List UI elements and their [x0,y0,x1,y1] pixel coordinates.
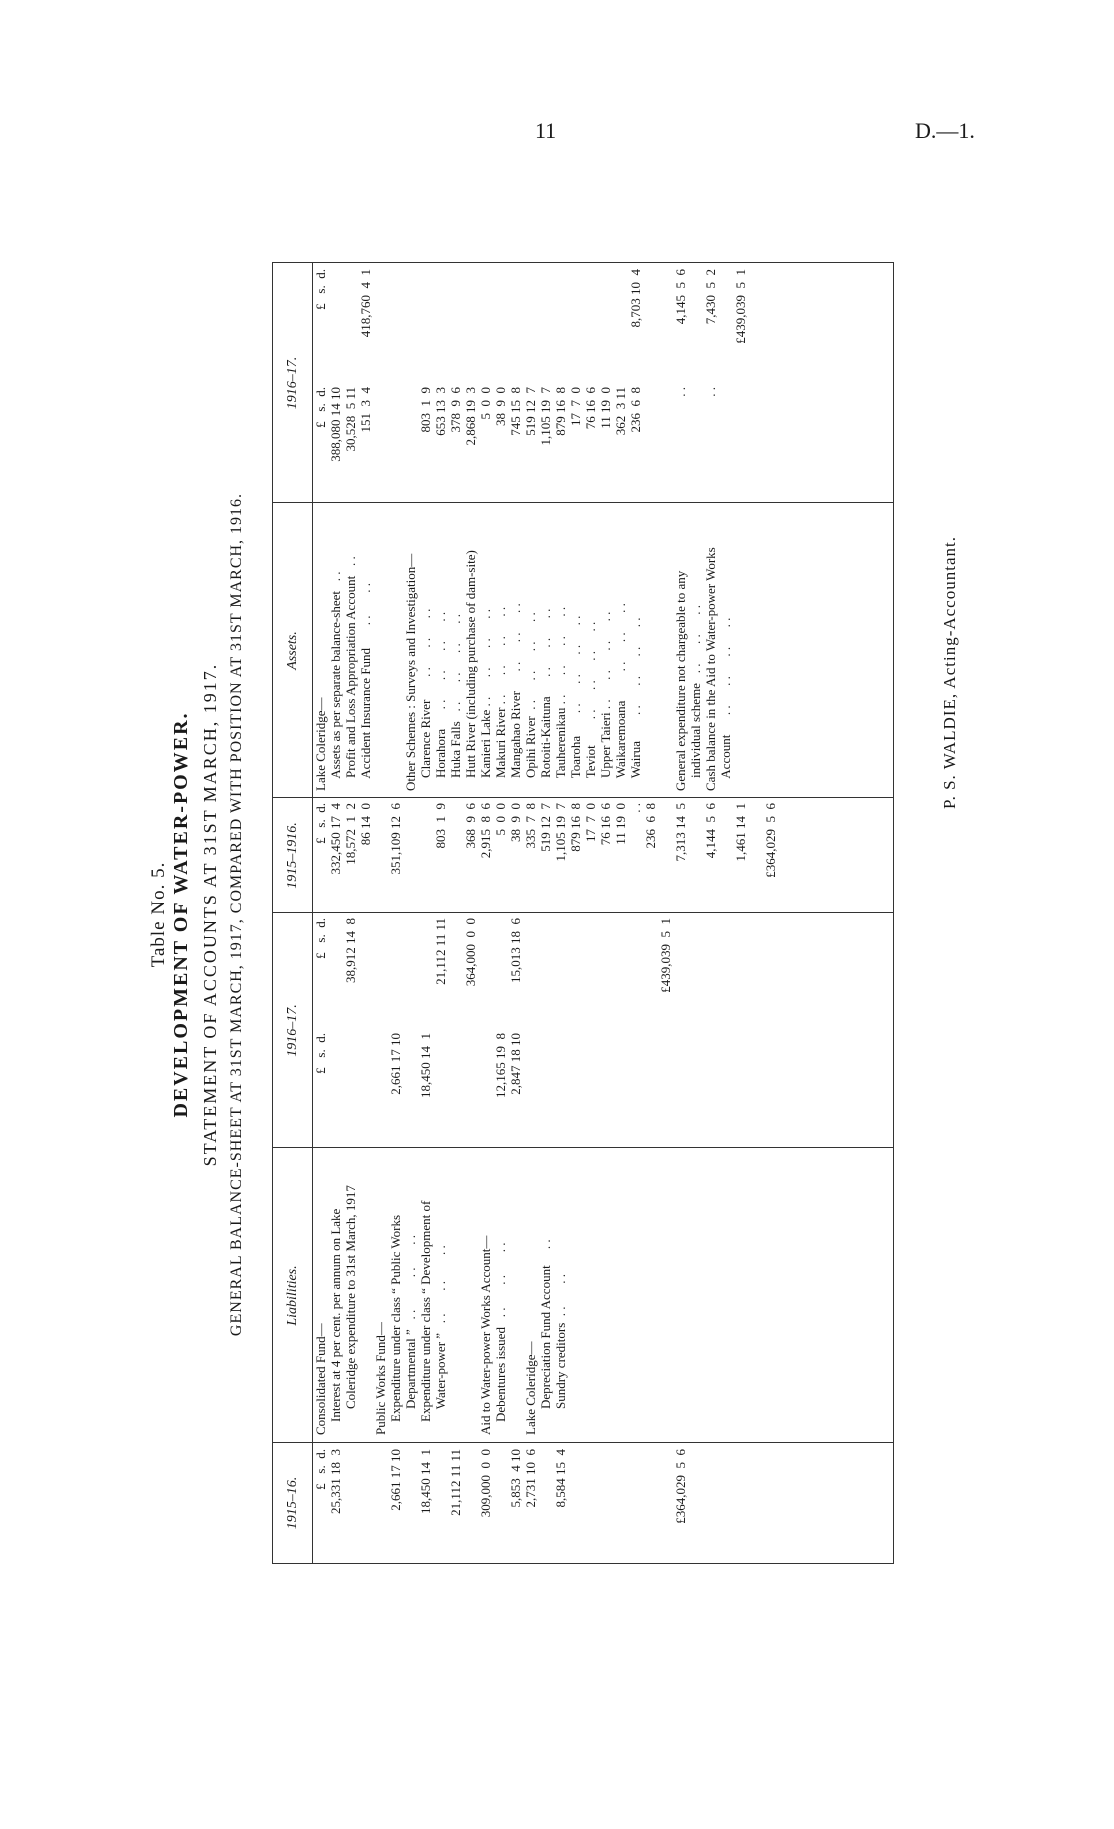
header-assets-1916-17: 1916–17. [273,263,313,503]
header-assets: Assets. [273,503,313,798]
assets-1916-17-detail-column: £ s. d. 388,080 14 10 30,528 5 11 151 3 4 803 1 9 653 13 3 378 9 6 2,868 19 3 5 0 0 38 9 0 745 15 8 519 12 7 1,105 19 7 879 16 8 17 7 0 76 16 6 11 19 0 362 3 11 236 6 8 . . . . [313,387,718,462]
header-liabilities: Liabilities. [273,1148,313,1443]
signature: P. S. WALDIE, Acting-Accountant. [940,536,959,809]
header-liabilities-1916-17: 1916–17. [273,913,313,1148]
column-divider [273,1147,893,1148]
assets-1915-16-column: £ s. d. 332,450 17 4 18,572 1 2 86 14 0 351,109 12 6 803 1 9 368 9 6 2,915 8 6 5 0 0 38 9 0 335 7 8 519 12 7 1,105 19 7 879 16 8 17 7 0 76 16 6 11 19 0 . . 236 6 8 7,313 14 5 4,144 5 6 1,461 14 1 £364,029 5 6 [313,803,778,878]
liabilities-description-column: Consolidated Fund— Interest at 4 per cent. per annum on Lake Coleridge expenditure to 31st March, 1917 Public Works Fund— Expenditure under class “ Public Works Departmental ” . . . . . . Expenditure under class “ Development of Water-power ” . . . . . . Aid to Water-power Works Account— Debentures issued . . . . . . Lake Coleridge— Depreciation Fund Account . . Sundry creditors . . . . [313,1185,568,1435]
page-number: 11 [535,118,557,143]
header-liabilities-1915-16: 1915–16. [273,1443,313,1563]
balance-sheet-subtitle: GENERAL BALANCE-SHEET AT 31ST MARCH, 1917, COMPARED WITH POSITION AT 31ST MARCH, 1916. [228,492,245,1337]
balance-sheet-table [272,262,894,1564]
column-divider [273,912,893,913]
column-divider [273,797,893,798]
statement-subtitle: STATEMENT OF ACCOUNTS AT 31ST MARCH, 1917. [200,662,220,1167]
column-divider [273,1442,893,1443]
assets-description-column: Lake Coleridge— Assets as per separate balance-sheet . . Profit and Loss Appropriation Account . . Accident Insurance Fund . . . . Other Schemes : Surveys and Investigation— Clarence River . . . . . . Horahora . . . . . . . . Huka Falls . . . . . . . . Hutt River (including purchase of dam-site) Kanieri Lake . . . . . . . . Makuri River . . . . . . . . Mangahao River . . . . . . Opihi River . . . . . . . . Rotoiti-Kaituna . . . . . . Tauherenikau . . . . . . . . Toaroha . . . . . . . . Teviot . . . . . . . . Upper Taieri . . . . . . . . Waikaremoana . . . . . . Wairua . . . . . . . . General expenditure not chargeable to any individual scheme . . . . . . Cash balance in the Aid to Water-power Works Account . . . . . . . . [313,547,733,791]
page-reference: D.—1. [915,118,975,143]
liabilities-1915-16-column: £ s. d. 25,331 18 3 2,661 17 10 18,450 14 1 21,112 11 11 309,000 0 0 5,853 4 10 2,731 10 6 8,584 15 4 £364,029 5 6 [313,1449,688,1524]
header-assets-1915-16: 1915–1916. [273,798,313,913]
assets-1916-17-total-column: £ s. d. 418,760 4 1 8,703 10 4 4,145 5 6 7,430 5 2 £439,039 5 1 [313,269,748,344]
liabilities-1916-17-total-column: £ s. d. 38,912 14 8 21,112 11 11 364,000 0 0 15,013 18 6 £439,039 5 1 [313,918,673,993]
table-caption: Table No. 5. [148,861,169,968]
column-divider [273,502,893,503]
liabilities-1916-17-detail-column: £ s. d. 2,661 17 10 18,450 14 1 12,165 19 8 2,847 18 10 [313,1033,523,1098]
document-title: DEVELOPMENT OF WATER-POWER. [170,711,192,1118]
